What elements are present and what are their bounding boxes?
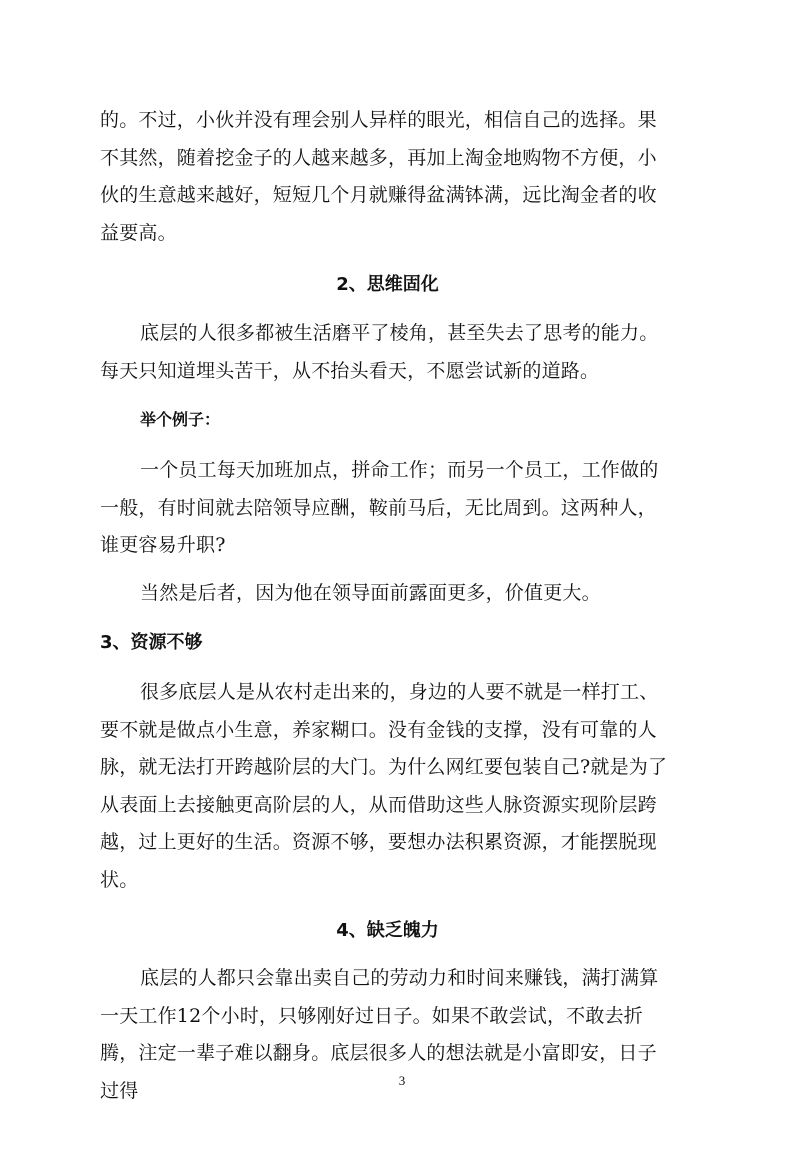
paragraph-resources: 很多底层人是从农村走出来的，身边的人要不就是一样打工、要不就是做点小生意，养家糊口。没有金钱的支撑，没有可靠的人脉，就无法打开跨越阶层的大门。为什么网红要包装自己?就是为了从表面上去接触更高阶层的人，从而借助这些人脉资源实现阶层跨越，过上更好的生活。资源不够，要想办法积累资源，才能摆脱现状。 [100,681,668,891]
example-label: 举个例子： [140,410,221,429]
page-number: 3 [398,1073,406,1088]
paragraph-thinking: 底层的人很多都被生活磨平了棱角，甚至失去了思考的能力。每天只知道埋头苦干，从不抬头看天，不愿尝试新的道路。 [100,322,659,382]
section-heading-4: 4、缺乏魄力 [336,920,439,941]
paragraph-courage: 底层的人都只会靠出卖自己的劳动力和时间来赚钱，满打满算一天工作12个小时，只够刚好过日子。如果不敢尝试，不敢去折腾，注定一辈子难以翻身。底层很多人的想法就是小富即安，日子过得 [100,967,659,1102]
section-heading-3: 3、资源不够 [100,632,203,653]
paragraph-example: 一个员工每天加班加点，拼命工作；而另一个员工，工作做的一般，有时间就去陪领导应酬，鞍前马后，无比周到。这两种人，谁更容易升职? [100,459,659,557]
paragraph-continued: 的。不过，小伙并没有理会别人异样的眼光，相信自己的选择。果不其然，随着挖金子的人越来越多，再加上淘金地购物不方便，小伙的生意越来越好，短短几个月就赚得盆满钵满，远比淘金者的收益要高。 [100,109,657,244]
section-heading-2: 2、思维固化 [336,274,439,295]
paragraph-answer: 当然是后者，因为他在领导面前露面更多，价值更大。 [140,582,601,604]
